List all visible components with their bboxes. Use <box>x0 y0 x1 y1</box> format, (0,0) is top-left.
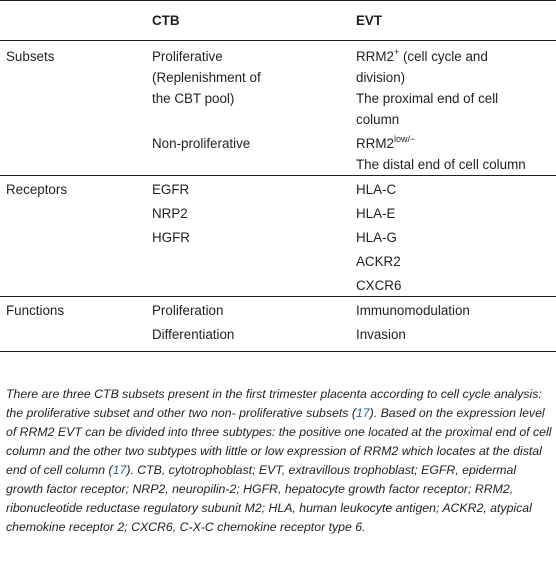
cell-evt-rrm2-positive <box>354 41 556 131</box>
cell-line: the CBT pool) <box>152 91 235 106</box>
rrm2-rest: (cell cycle and <box>399 49 488 64</box>
cell-evt-function: Immunomodulation <box>354 297 556 322</box>
cell-line: column <box>356 112 400 127</box>
citation-link[interactable]: 17 <box>355 406 370 420</box>
cell-evt-receptor: HLA-G <box>356 230 397 245</box>
cell-line: The proximal end of cell <box>356 91 499 106</box>
rrm2-text: RRM2 <box>356 49 394 64</box>
empty-cell <box>148 272 354 297</box>
table-row <box>0 176 556 201</box>
table-row <box>0 200 556 224</box>
table-body <box>0 41 556 352</box>
table-header <box>0 1 556 41</box>
cell-line <box>356 133 552 154</box>
header-empty <box>0 1 148 41</box>
cell-evt-function: Invasion <box>354 321 556 352</box>
cell-ctb-nonproliferative: Non-proliferative <box>152 136 251 151</box>
cell-evt-receptor: ACKR2 <box>356 254 401 269</box>
row-label-subsets: Subsets <box>6 49 55 64</box>
footnote-text: There are three CTB subsets present in the first trimester placenta according to cell cycle analysis: the proliferative subset and other two non- proliferative subsets ( <box>6 387 542 420</box>
cell-evt-receptor: HLA-E <box>356 206 396 221</box>
cell-line: division) <box>356 70 406 85</box>
cell-ctb-receptor: EGFR <box>148 176 354 201</box>
cell-line <box>356 46 552 67</box>
table-row <box>0 321 556 352</box>
empty-cell <box>0 321 148 352</box>
cell-line: Proliferative <box>152 49 223 64</box>
cell-evt-rrm2-low <box>354 130 556 176</box>
superscript-plus: + <box>393 47 400 57</box>
row-label-functions: Functions <box>0 297 148 322</box>
rrm2-text: RRM2 <box>356 136 394 151</box>
table-footnote <box>6 385 552 537</box>
cell-ctb-function: Proliferation <box>148 297 354 322</box>
footnote-text: ). CTB, cytotrophoblast; EVT, extravillous trophoblast; EGFR, epidermal growth factor receptor; NRP2, neuropilin-2; HGFR, hepatocyte growth factor receptor; RRM2, ribonucleotide reductase regulatory subunit M2; HLA, human leukocyte antigen; ACKR2, atypical chemokine receptor 2; CXCR6, C-X-C chemokine receptor type 6. <box>6 463 532 534</box>
cell-line: (Replenishment of <box>152 70 261 85</box>
table-row <box>0 297 556 322</box>
header-evt: EVT <box>354 1 556 41</box>
empty-cell <box>0 248 148 272</box>
row-label-receptors: Receptors <box>0 176 148 201</box>
cell-ctb-proliferative <box>148 41 354 131</box>
cell-evt-receptor: HLA-C <box>354 176 556 201</box>
table-row <box>0 224 556 248</box>
table-row <box>0 272 556 297</box>
cell-ctb-function: Differentiation <box>148 321 354 352</box>
table-row <box>0 41 556 131</box>
empty-cell <box>0 200 148 224</box>
cell-evt-receptor: CXCR6 <box>356 278 402 293</box>
cell-ctb-receptor: NRP2 <box>152 206 188 221</box>
citation-link[interactable]: 17 <box>112 463 127 477</box>
footnote-text: ). Based on the expression level of RRM2 EVT can be divided into three subtypes: the positive one located at the proximal end of cell column and the other two subtypes with little or low expression of RRM2 which locates at the distal end of cell column ( <box>6 406 552 477</box>
cell-line: The distal end of cell column <box>356 157 526 172</box>
empty-cell <box>0 272 148 297</box>
cell-ctb-receptor: HGFR <box>152 230 190 245</box>
superscript-low: low/− <box>393 134 416 144</box>
empty-cell <box>0 130 148 176</box>
empty-cell <box>148 248 354 272</box>
table-row <box>0 130 556 176</box>
header-ctb: CTB <box>148 1 354 41</box>
table-row <box>0 248 556 272</box>
empty-cell <box>0 224 148 248</box>
